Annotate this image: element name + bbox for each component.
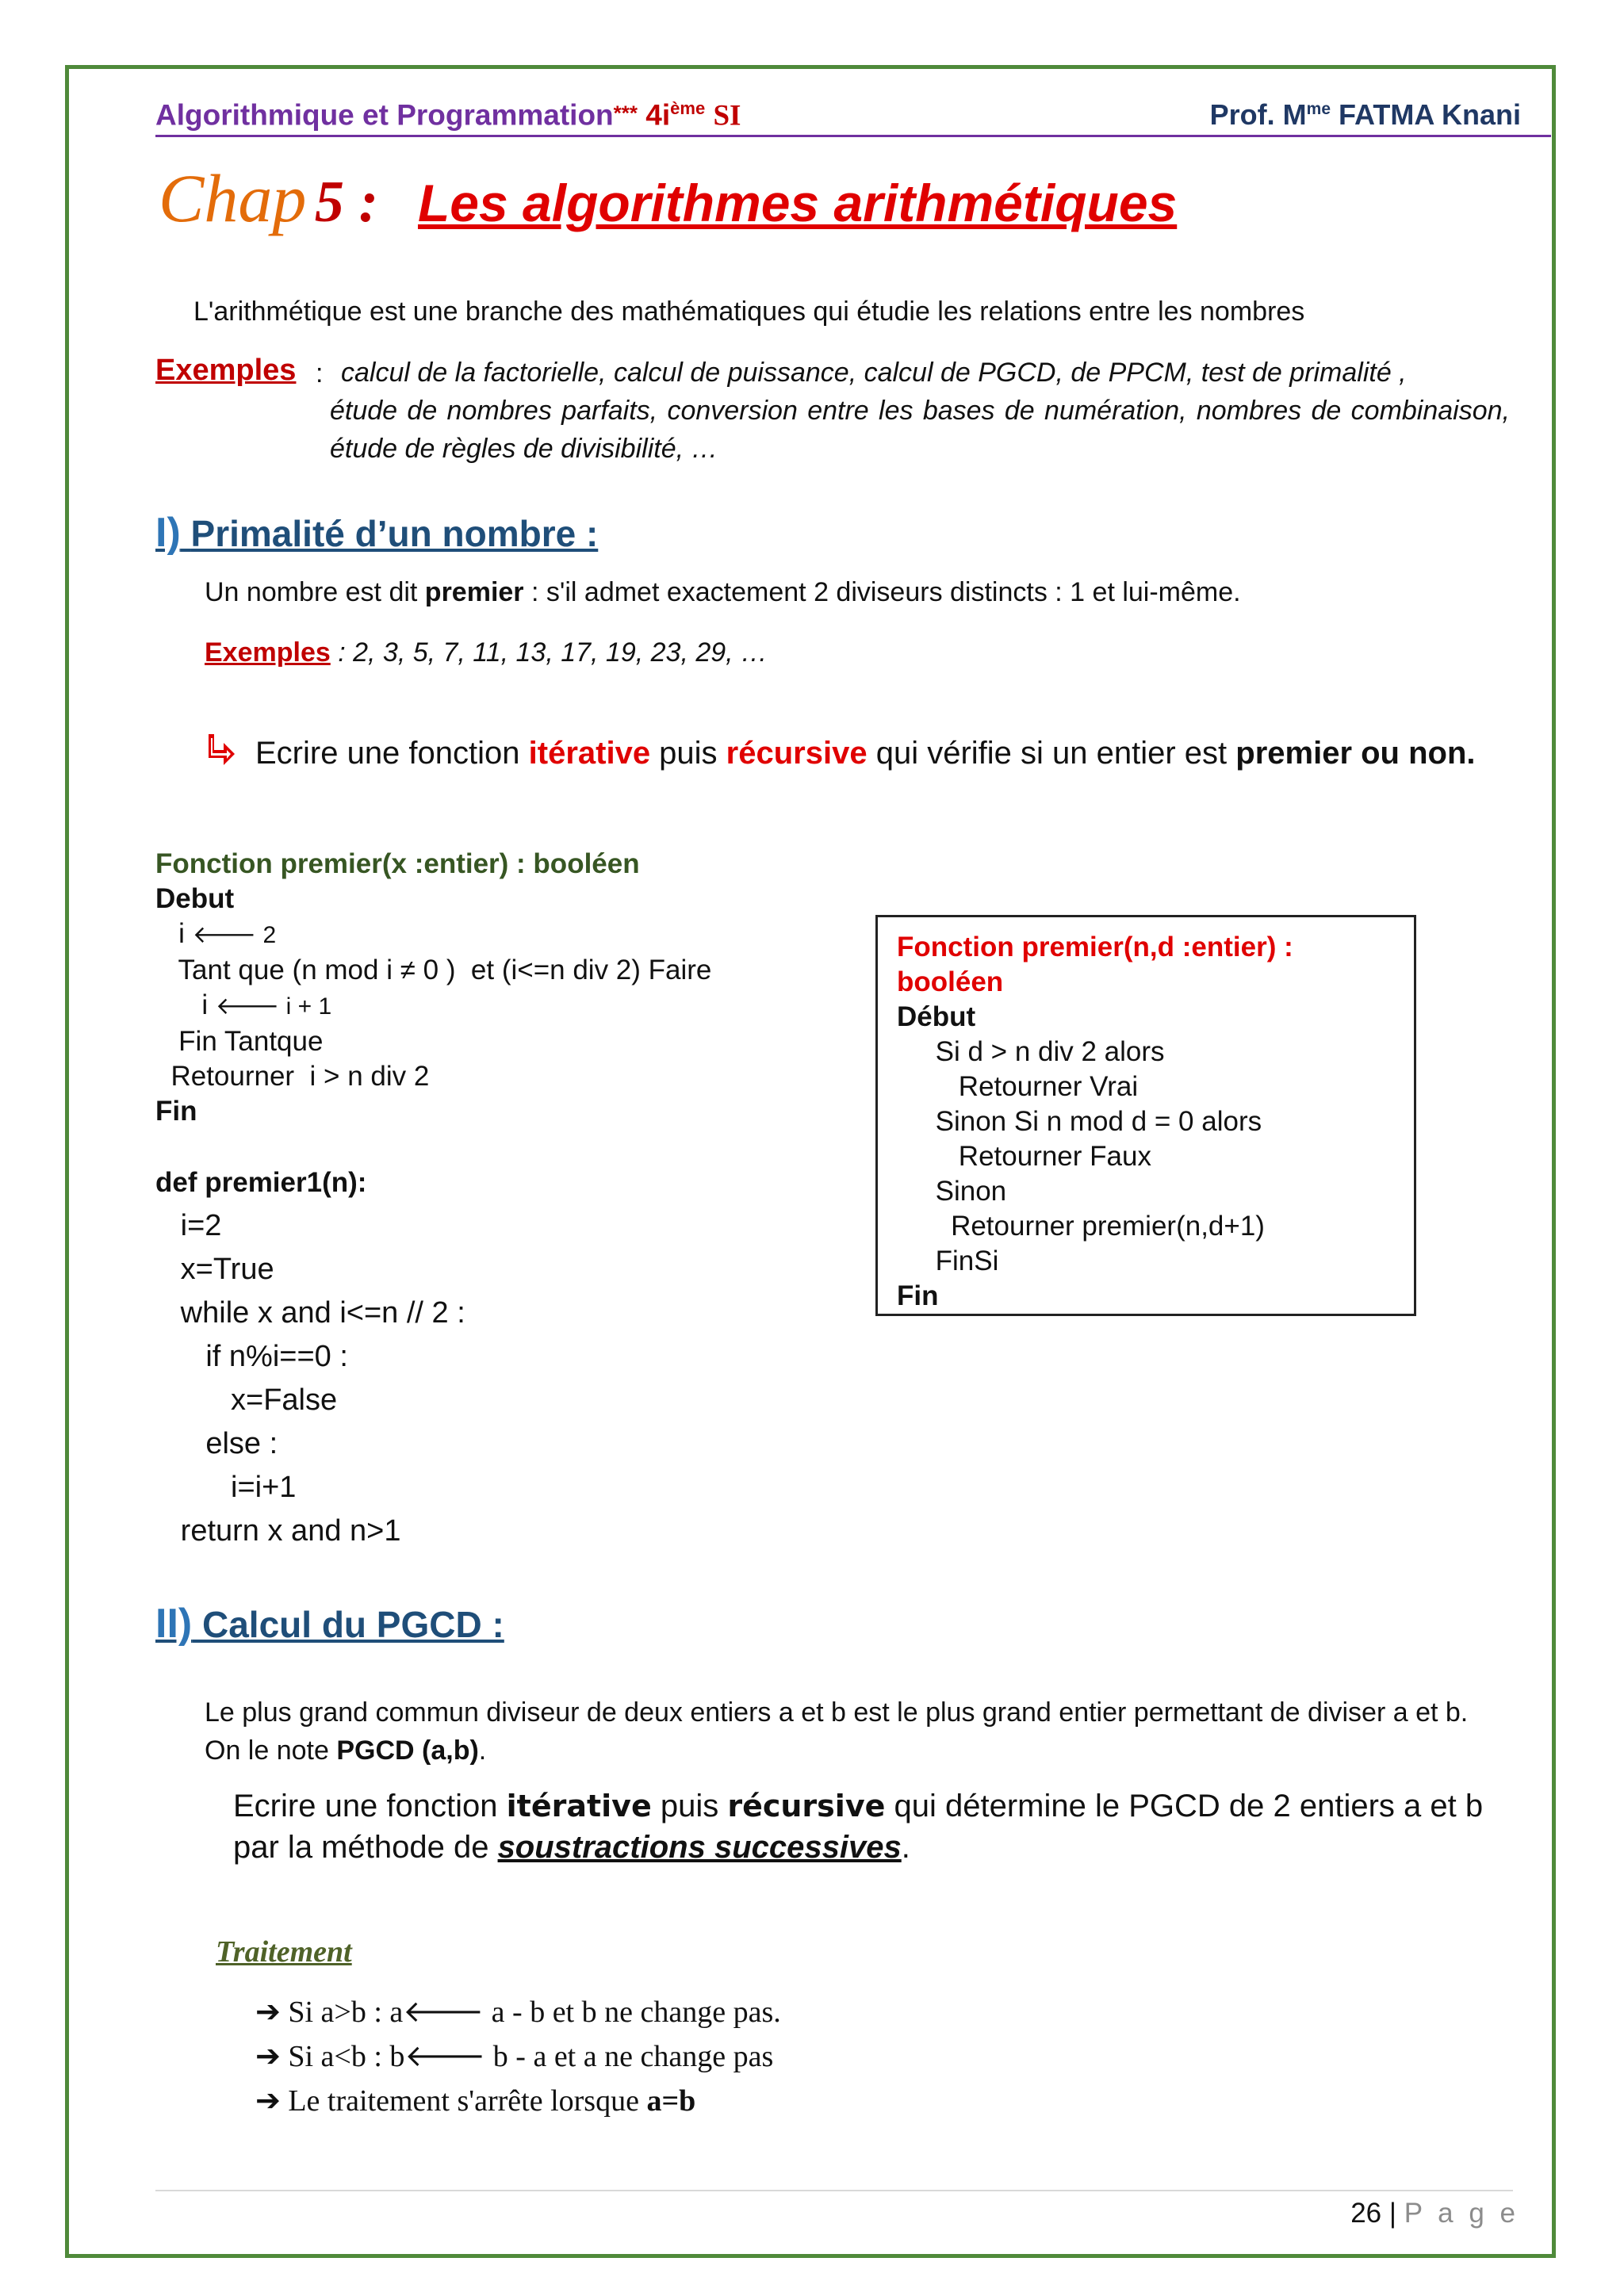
intro-paragraph: L'arithmétique est une branche des mathématiques qui étudie les relations entre les nombres: [193, 297, 1305, 327]
python-code: def premier1(n): i=2 x=True while x and i<=n // 2 : if n%i==0 : x=False else : i=i+1 return x and n>1: [155, 1167, 465, 1548]
section-heading-primality: I) Primalité d’un nombre :: [155, 510, 599, 556]
header-divider: [155, 135, 1551, 137]
prime-task: Ecrire une fonction itérative puis récursive qui vérifie si un entier est premier ou non.: [255, 736, 1476, 771]
header-subject: Algorithmique et Programmation*** $4i^{ème}$ SI: [155, 98, 741, 132]
iterative-algorithm: Debut i 🡐 2 Tant que (n mod i ≠ 0 ) et (i<=n div 2) Faire i 🡐 i + 1 Fin Tantque Retourner i > n div 2 Fin: [155, 883, 712, 1127]
chapter-title: Les algorithmes arithmétiques: [417, 174, 1178, 232]
prime-examples: Exemples : 2, 3, 5, 7, 11, 13, 17, 19, 23, 29, …: [205, 637, 768, 668]
traitement-heading: Traitement: [216, 1935, 352, 1969]
prime-definition: Un nombre est dit premier : s'il admet exactement 2 diviseurs distincts : 1 et lui-même.: [205, 577, 1241, 607]
footer-divider: [155, 2190, 1513, 2191]
pgcd-task: Ecrire une fonction itérative puis récursive qui détermine le PGCD de 2 entiers a et b par la méthode de soustractions successives.: [233, 1789, 1484, 1865]
turn-arrow-icon: [203, 731, 238, 766]
right-arrow-icon: ➔: [255, 2084, 281, 2118]
examples-label: Exemples: [155, 354, 297, 387]
traitement-steps: [255, 1990, 781, 2123]
examples-text: calcul de la factorielle, calcul de puissance, calcul de PGCD, de PPCM, test de primalité , étude de nombres parfaits, conversion entre les bases de numération, nombres de combinaison, étude de règles de divisibilité, …: [330, 358, 1510, 464]
examples-colon: :: [316, 358, 324, 388]
right-arrow-icon: ➔: [255, 1996, 281, 2029]
left-arrow-icon: 🡐: [192, 922, 257, 948]
section-heading-pgcd: II) Calcul du PGCD :: [155, 1601, 504, 1647]
iterative-function-signature: Fonction premier(x :entier) : booléen: [155, 848, 640, 879]
pgcd-definition: Le plus grand commun diviseur de deux entiers a et b est le plus grand entier permettant de diviser a et b. On le note PGCD (a,b).: [205, 1697, 1469, 1766]
left-arrow-icon: 🡐: [404, 2040, 486, 2073]
left-arrow-icon: 🡐: [403, 1996, 485, 2029]
header-professor: Prof. $M^{me}$ FATMA Knani: [1209, 98, 1521, 131]
step-3: ➔ Le traitement s'arrête lorsque a=b: [255, 2084, 696, 2118]
recursive-algorithm-box: Fonction premier(n,d :entier) : booléen Début Si d > n div 2 alors Retourner Vrai Sinon Si n mod d = 0 alors Retourner Faux Sinon Retourner premier(n,d+1) FinSi Fin: [875, 915, 1416, 1316]
step-2: ➔ Si a<b : b🡐 b - a et a ne change pas: [255, 2040, 774, 2073]
chapter-heading: Chap 5 : Les algorithmes arithmétiques: [159, 160, 1178, 236]
right-arrow-icon: ➔: [255, 2040, 281, 2073]
page-footer: 26 | P a g e: [1350, 2198, 1519, 2229]
step-1: ➔ Si a>b : a🡐 a - b et b ne change pas.: [255, 1996, 781, 2029]
left-arrow-icon: 🡐: [215, 993, 280, 1020]
